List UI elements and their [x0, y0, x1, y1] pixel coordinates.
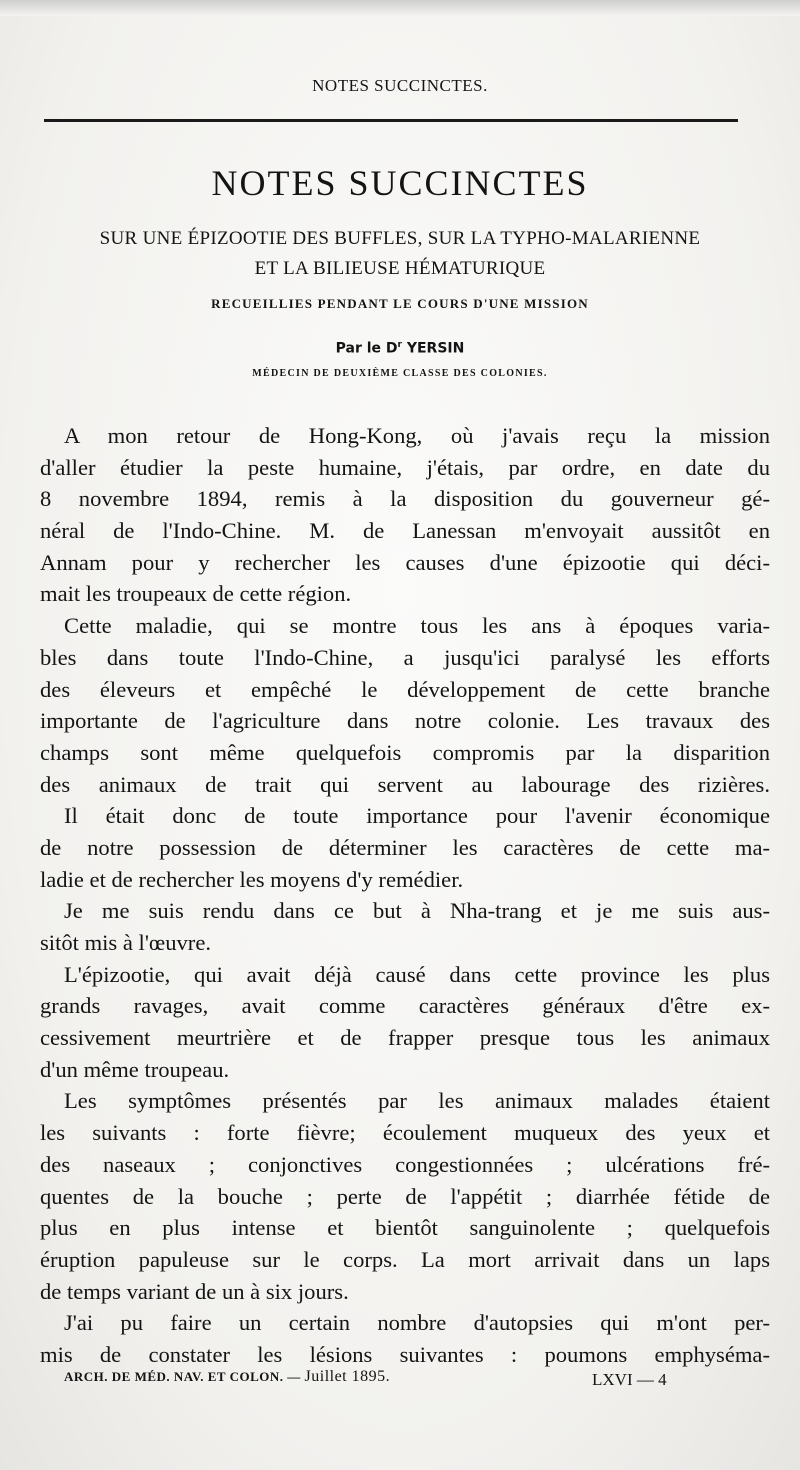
- text-line: plus en plus intense et bientôt sanguinolente ; quelquefois: [40, 1215, 770, 1241]
- text-line: champs sont même quelquefois compromis par la disparition: [40, 739, 770, 765]
- subtitle-line-3: RECUEILLIES PENDANT LE COURS D'UNE MISSION: [211, 296, 589, 311]
- running-head: NOTES SUCCINCTES.: [312, 76, 488, 95]
- text-line: mait les troupeaux de cette région.: [40, 581, 352, 607]
- text-line: J'ai pu faire un certain nombre d'autopsies qui m'ont per-: [64, 1310, 770, 1336]
- text-line: de notre possession de déterminer les caractères de cette ma-: [40, 834, 770, 860]
- footer-journal-name: ARCH. DE MÉD. NAV. ET COLON.: [64, 1369, 284, 1384]
- subtitle-line-2: ET LA BILIEUSE HÉMATURIQUE: [254, 258, 546, 279]
- author-name: YERSIN: [406, 340, 465, 357]
- header-rule: [44, 119, 738, 122]
- text-line: des naseaux ; conjonctives congestionnées ; ulcérations fré-: [40, 1151, 770, 1177]
- text-line: des animaux de trait qui servent au labourage des rizières.: [40, 771, 770, 797]
- text-line: mis de constater les lésions suivantes : poumons emphyséma-: [40, 1341, 770, 1367]
- text-line: d'un même troupeau.: [40, 1056, 230, 1082]
- text-line: Je me suis rendu dans ce but à Nha-trang et je me suis aus-: [64, 898, 770, 924]
- text-line: 8 novembre 1894, remis à la disposition du gouverneur gé-: [40, 486, 770, 512]
- text-line: les suivants : forte fièvre; écoulement muqueux des yeux et: [40, 1120, 770, 1146]
- text-line: grands ravages, avait comme caractères généraux d'être ex-: [40, 993, 770, 1019]
- footer-dash: —: [287, 1369, 301, 1384]
- text-line: Annam pour y rechercher les causes d'une épizootie qui déci-: [40, 549, 770, 575]
- text-line: Il était donc de toute importance pour l'avenir économique: [64, 803, 770, 829]
- footer-date: Juillet 1895.: [304, 1368, 391, 1385]
- text-line: A mon retour de Hong-Kong, où j'avais reçu la mission: [64, 423, 770, 448]
- text-line: importante de l'agriculture dans notre colonie. Les travaux des: [40, 708, 770, 734]
- page-title: NOTES SUCCINCTES: [211, 163, 589, 203]
- text-line: Cette maladie, qui se montre tous les ans à époques varia-: [64, 613, 770, 639]
- text-line: sitôt mis à l'œuvre.: [40, 930, 211, 955]
- signature-mark: LXVI — 4: [592, 1370, 667, 1389]
- text-line: ladie et de rechercher les moyens d'y remédier.: [40, 866, 464, 892]
- author-role: MÉDECIN DE DEUXIÈME CLASSE DES COLONIES.: [252, 368, 548, 379]
- subtitle-line-1: SUR UNE ÉPIZOOTIE DES BUFFLES, SUR LA TYPHO-MALARIENNE: [99, 228, 701, 249]
- text-line: néral de l'Indo-Chine. M. de Lanessan m'envoyait aussitôt en: [40, 518, 770, 544]
- footer-journal: [64, 1368, 390, 1386]
- text-line: Les symptômes présentés par les animaux malades étaient: [64, 1088, 770, 1114]
- text-line: d'aller étudier la peste humaine, j'étais, par ordre, en date du: [40, 454, 770, 480]
- author-line: [0, 340, 800, 357]
- body-text: [40, 420, 770, 1371]
- author-sup: r: [397, 340, 402, 350]
- text-line: cessivement meurtrière et de frapper presque tous les animaux: [40, 1025, 770, 1051]
- text-line: des éleveurs et empêché le développement de cette branche: [40, 676, 770, 702]
- text-line: quentes de la bouche ; perte de l'appétit ; diarrhée fétide de: [40, 1183, 770, 1209]
- text-line: de temps variant de un à six jours.: [40, 1278, 349, 1304]
- author-prefix: Par le D: [335, 340, 398, 357]
- scan-edge: [0, 0, 800, 16]
- text-line: bles dans toute l'Indo-Chine, a jusqu'ici paralysé les efforts: [40, 644, 770, 670]
- text-line: éruption papuleuse sur le corps. La mort arrivait dans un laps: [40, 1246, 770, 1272]
- text-line: L'épizootie, qui avait déjà causé dans cette province les plus: [64, 961, 770, 987]
